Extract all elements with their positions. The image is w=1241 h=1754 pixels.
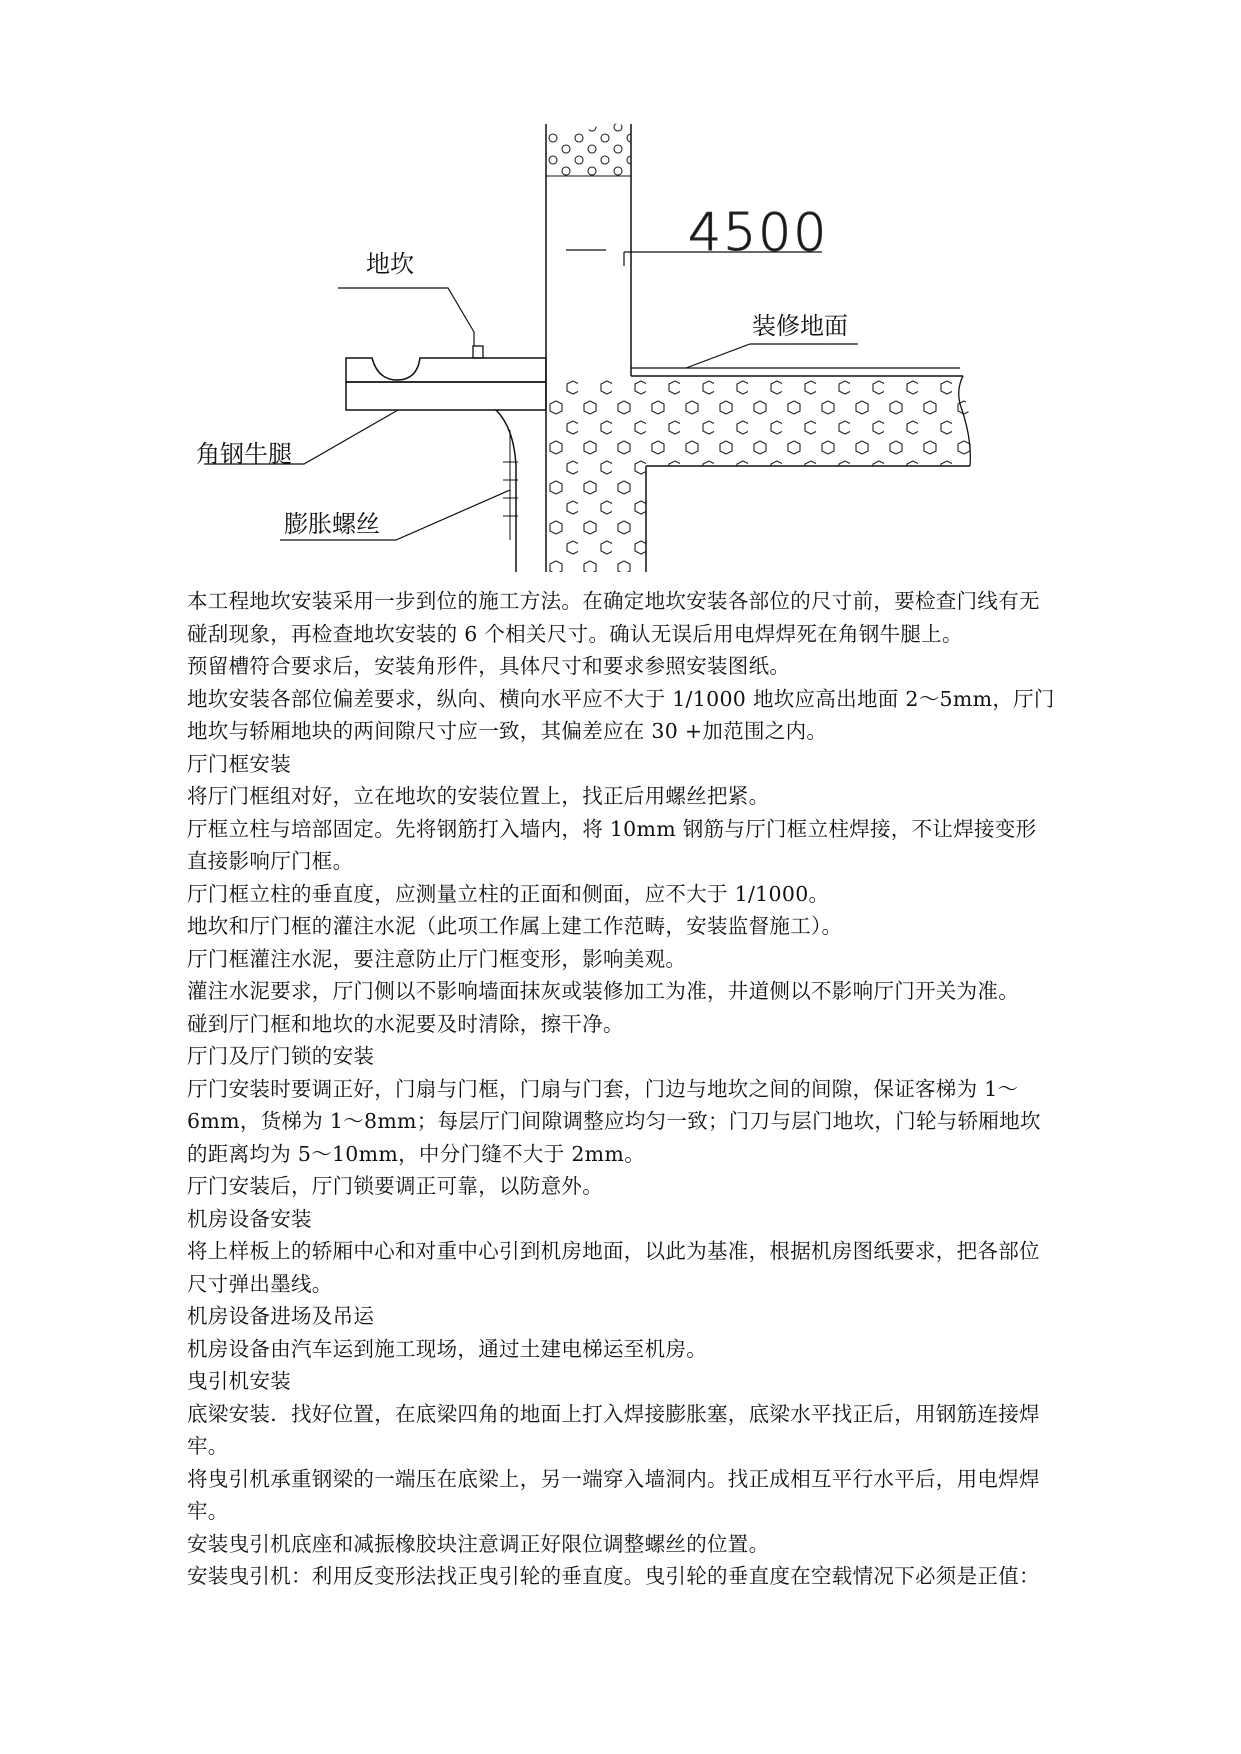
paragraph: 底梁安装．找好位置，在底梁四角的地面上打入焊接膨胀塞，底梁水平找正后，用钢筋连接焊牢。 bbox=[187, 1401, 1040, 1458]
paragraph: 厅框立柱与培部固定。先将钢筋打入墙内，将 10mm 钢筋与厅门框立柱焊接，不让焊接变形直接影响厅门框。 bbox=[187, 816, 1037, 873]
paragraph: 厅门框灌注水泥，要注意防止厅门框变形，影响美观。 bbox=[187, 946, 687, 971]
label-expansion-bolt: 膨胀螺丝 bbox=[284, 510, 380, 538]
section-heading: 机房设备进场及吊运 bbox=[187, 1304, 375, 1328]
paragraph: 厅门安装后，厅门锁要调正可靠，以防意外。 bbox=[187, 1174, 603, 1198]
paragraph: 厅门安装时要调正好，门扇与门框，门扇与门套，门边与地坎之间的间隙，保证客梯为 1～6mm，货梯为 1～8mm；每层厅门间隙调整应均匀一致；门刀与层门地坎，门轮与轿厢地坎的距离均为 5～10mm，中分门缝不大于 2mm。 bbox=[187, 1076, 1041, 1166]
label-sill: 地坎 bbox=[366, 250, 414, 278]
paragraph: 安装曳引机底座和减振橡胶块注意调正好限位调整螺丝的位置。 bbox=[187, 1531, 770, 1556]
section-heading: 厅门框安装 bbox=[187, 751, 291, 776]
section-heading: 机房设备安装 bbox=[187, 1206, 312, 1231]
paragraph: 厅门框立柱的垂直度，应测量立柱的正面和侧面，应不大于 1/1000。 bbox=[187, 881, 830, 906]
paragraph: 预留槽符合要求后，安装角形件，具体尺寸和要求参照安装图纸。 bbox=[187, 654, 791, 678]
sill-and-bracket bbox=[346, 346, 546, 572]
dimension-label: 4500 bbox=[688, 203, 829, 263]
paragraph: 地坎和厅门框的灌注水泥（此项工作属上建工作范畴，安装监督施工）。 bbox=[187, 914, 843, 938]
section-heading: 厅门及厅门锁的安装 bbox=[187, 1044, 375, 1068]
paragraph: 将上样板上的轿厢中心和对重中心引到机房地面，以此为基准，根据机房图纸要求，把各部位尺寸弹出墨线。 bbox=[187, 1239, 1040, 1296]
paragraph: 安装曳引机：利用反变形法找正曳引轮的垂直度。曳引轮的垂直度在空载情况下必须是正值： bbox=[187, 1564, 1040, 1588]
paragraph: 碰到厅门框和地坎的水泥要及时清除，擦干净。 bbox=[187, 1011, 624, 1036]
sill-installation-diagram bbox=[0, 0, 1241, 590]
paragraph: 地坎安装各部位偏差要求，纵向、横向水平应不大于 1/1000 地坎应高出地面 2～5mm，厅门地坎与轿厢地块的两间隙尺寸应一致，其偏差应在 30 +加范围之内。 bbox=[187, 686, 1055, 743]
section-heading: 曳引机安装 bbox=[187, 1369, 291, 1393]
paragraph: 机房设备由汽车运到施工现场，通过土建电梯运至机房。 bbox=[187, 1336, 707, 1361]
floor-slab bbox=[546, 368, 974, 572]
paragraph: 本工程地坎安装采用一步到位的施工方法。在确定地坎安装各部位的尺寸前，要检查门线有无碰刮现象，再检查地坎安装的 6 个相关尺寸。确认无误后用电焊焊死在角钢牛腿上。 bbox=[187, 589, 1040, 646]
paragraph: 灌注水泥要求，厅门侧以不影响墙面抹灰或装修加工为准，井道侧以不影响厅门开关为准。 bbox=[187, 979, 1019, 1003]
label-angle-steel-bracket: 角钢牛腿 bbox=[196, 440, 292, 468]
paragraph: 将曳引机承重钢梁的一端压在底梁上，另一端穿入墙洞内。找正成相互平行水平后，用电焊焊牢。 bbox=[187, 1466, 1040, 1523]
dimension-callout bbox=[566, 203, 828, 266]
paragraph: 将厅门框组对好，立在地坎的安装位置上，找正后用螺丝把紧。 bbox=[187, 784, 770, 808]
label-finish-floor: 装修地面 bbox=[752, 312, 848, 340]
body-text bbox=[187, 585, 1057, 1593]
